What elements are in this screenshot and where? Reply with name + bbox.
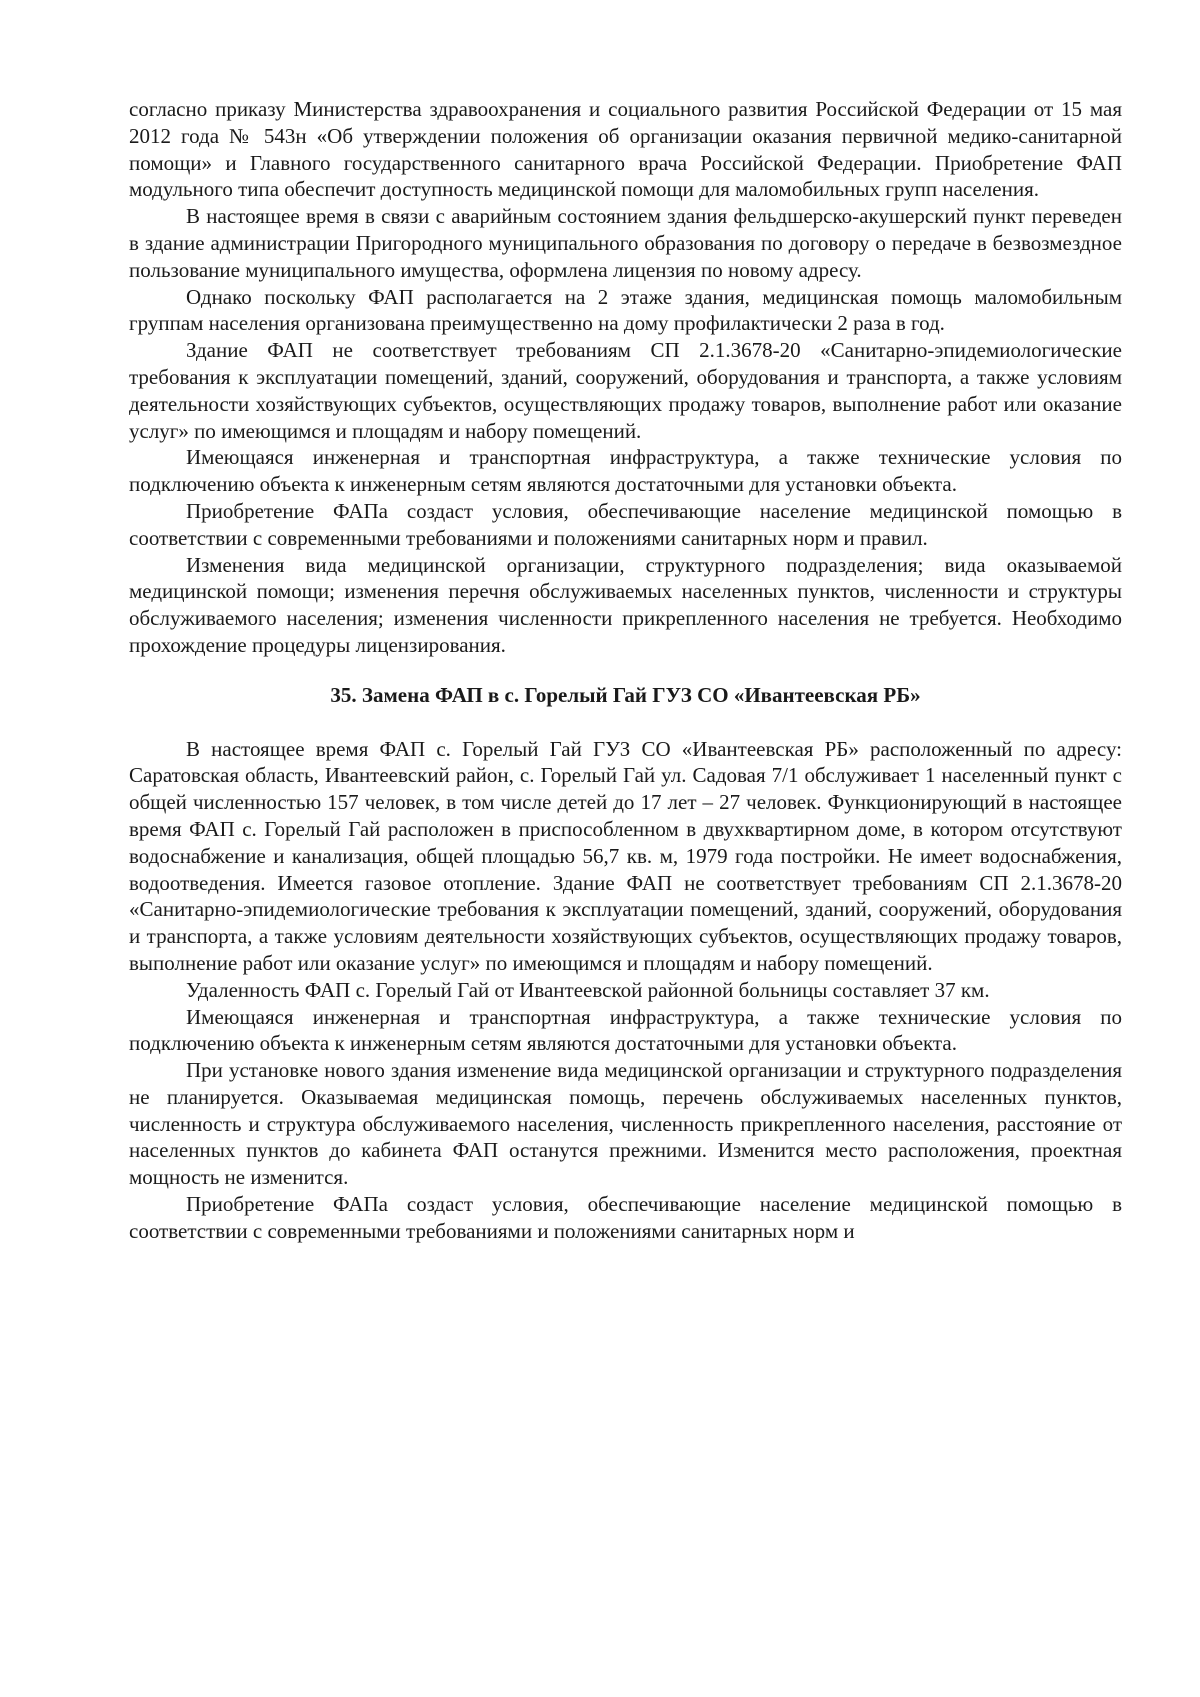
paragraph: В настоящее время в связи с аварийным состоянием здания фельдшерско-акушерский пункт переведен в здание администрации Пригородного муниципального образования по договору о передаче в безвозмездное пользование муниципального имущества, оформлена лицензия по новому адресу. [129, 204, 1122, 282]
paragraph: Здание ФАП не соответствует требованиям СП 2.1.3678-20 «Санитарно-эпидемиологические требования к эксплуатации помещений, зданий, сооружений, оборудования и транспорта, а также условиям деятельности хозяйствующих субъектов, осуществляющих продажу товаров, выполнение работ или оказание услуг» по имеющимся и площадям и набору помещений. [129, 338, 1122, 443]
paragraph: Имеющаяся инженерная и транспортная инфраструктура, а также технические условия по подключению объекта к инженерным сетям являются достаточными для установки объекта. [129, 445, 1122, 497]
paragraph: Имеющаяся инженерная и транспортная инфраструктура, а также технические условия по подключению объекта к инженерным сетям являются достаточными для установки объекта. [129, 1004, 1122, 1056]
paragraph: Приобретение ФАПа создаст условия, обеспечивающие население медицинской помощью в соответствии с современными требованиями и положениями санитарных норм и [129, 1192, 1122, 1243]
paragraph: При установке нового здания изменение вида медицинской организации и структурного подразделения не планируется. Оказываемая медицинская помощь, перечень обслуживаемых населенных пунктов, численность и структура обслуживаемого населения, численность прикрепленного населения, расстояние от населенных пунктов до кабинета ФАП останутся прежними. Изменится место расположения, проектная мощность не изменится. [129, 1058, 1122, 1190]
section-heading: 35. Замена ФАП в с. Горелый Гай ГУЗ СО «Ивантеевская РБ» [330, 682, 921, 707]
paragraph: Изменения вида медицинской организации, структурного подразделения; вида оказываемой медицинской помощи; изменения перечня обслуживаемых населенных пунктов, численности и структуры обслуживаемого населения; изменения численности прикрепленного населения не требуется. Необходимо прохождение процедуры лицензирования. [129, 552, 1122, 657]
paragraph: Приобретение ФАПа создаст условия, обеспечивающие население медицинской помощью в соответствии с современными требованиями и положениями санитарных норм и правил. [129, 498, 1122, 550]
paragraph: Однако поскольку ФАП располагается на 2 этаже здания, медицинская помощь маломобильным группам населения организована преимущественно на дому профилактически 2 раза в год. [129, 284, 1122, 336]
paragraph: согласно приказу Министерства здравоохранения и социального развития Российской Федерации от 15 мая 2012 года № 543н «Об утверждении положения об организации оказания первичной медико-санитарной помощи» и Главного государственного санитарного врача Российской Федерации. Приобретение ФАП модульного типа обеспечит доступность медицинской помощи для маломобильных групп населения. [129, 97, 1122, 202]
document-page [129, 96, 1122, 1245]
paragraph: В настоящее время ФАП с. Горелый Гай ГУЗ СО «Ивантеевская РБ» расположенный по адресу: Саратовская область, Ивантеевский район, с. Горелый Гай ул. Садовая 7/1 обслуживает 1 населенный пункт с общей численностью 157 человек, в том числе детей до 17 лет – 27 человек. Функционирующий в настоящее время ФАП с. Горелый Гай расположен в приспособленном в двухквартирном доме, в котором отсутствуют водоснабжение и канализация, общей площадью 56,7 кв. м, 1979 года постройки. Не имеет водоснабжения, водоотведения. Имеется газовое отопление. Здание ФАП не соответствует требованиям СП 2.1.3678-20 «Санитарно-эпидемиологические требования к эксплуатации помещений, зданий, сооружений, оборудования и транспорта, а также условиям деятельности хозяйствующих субъектов, осуществляющих продажу товаров, выполнение работ или оказание услуг» по имеющимся и площадям и набору помещений. [129, 736, 1122, 975]
paragraph: Удаленность ФАП с. Горелый Гай от Ивантеевской районной больницы составляет 37 км. [186, 977, 990, 1002]
